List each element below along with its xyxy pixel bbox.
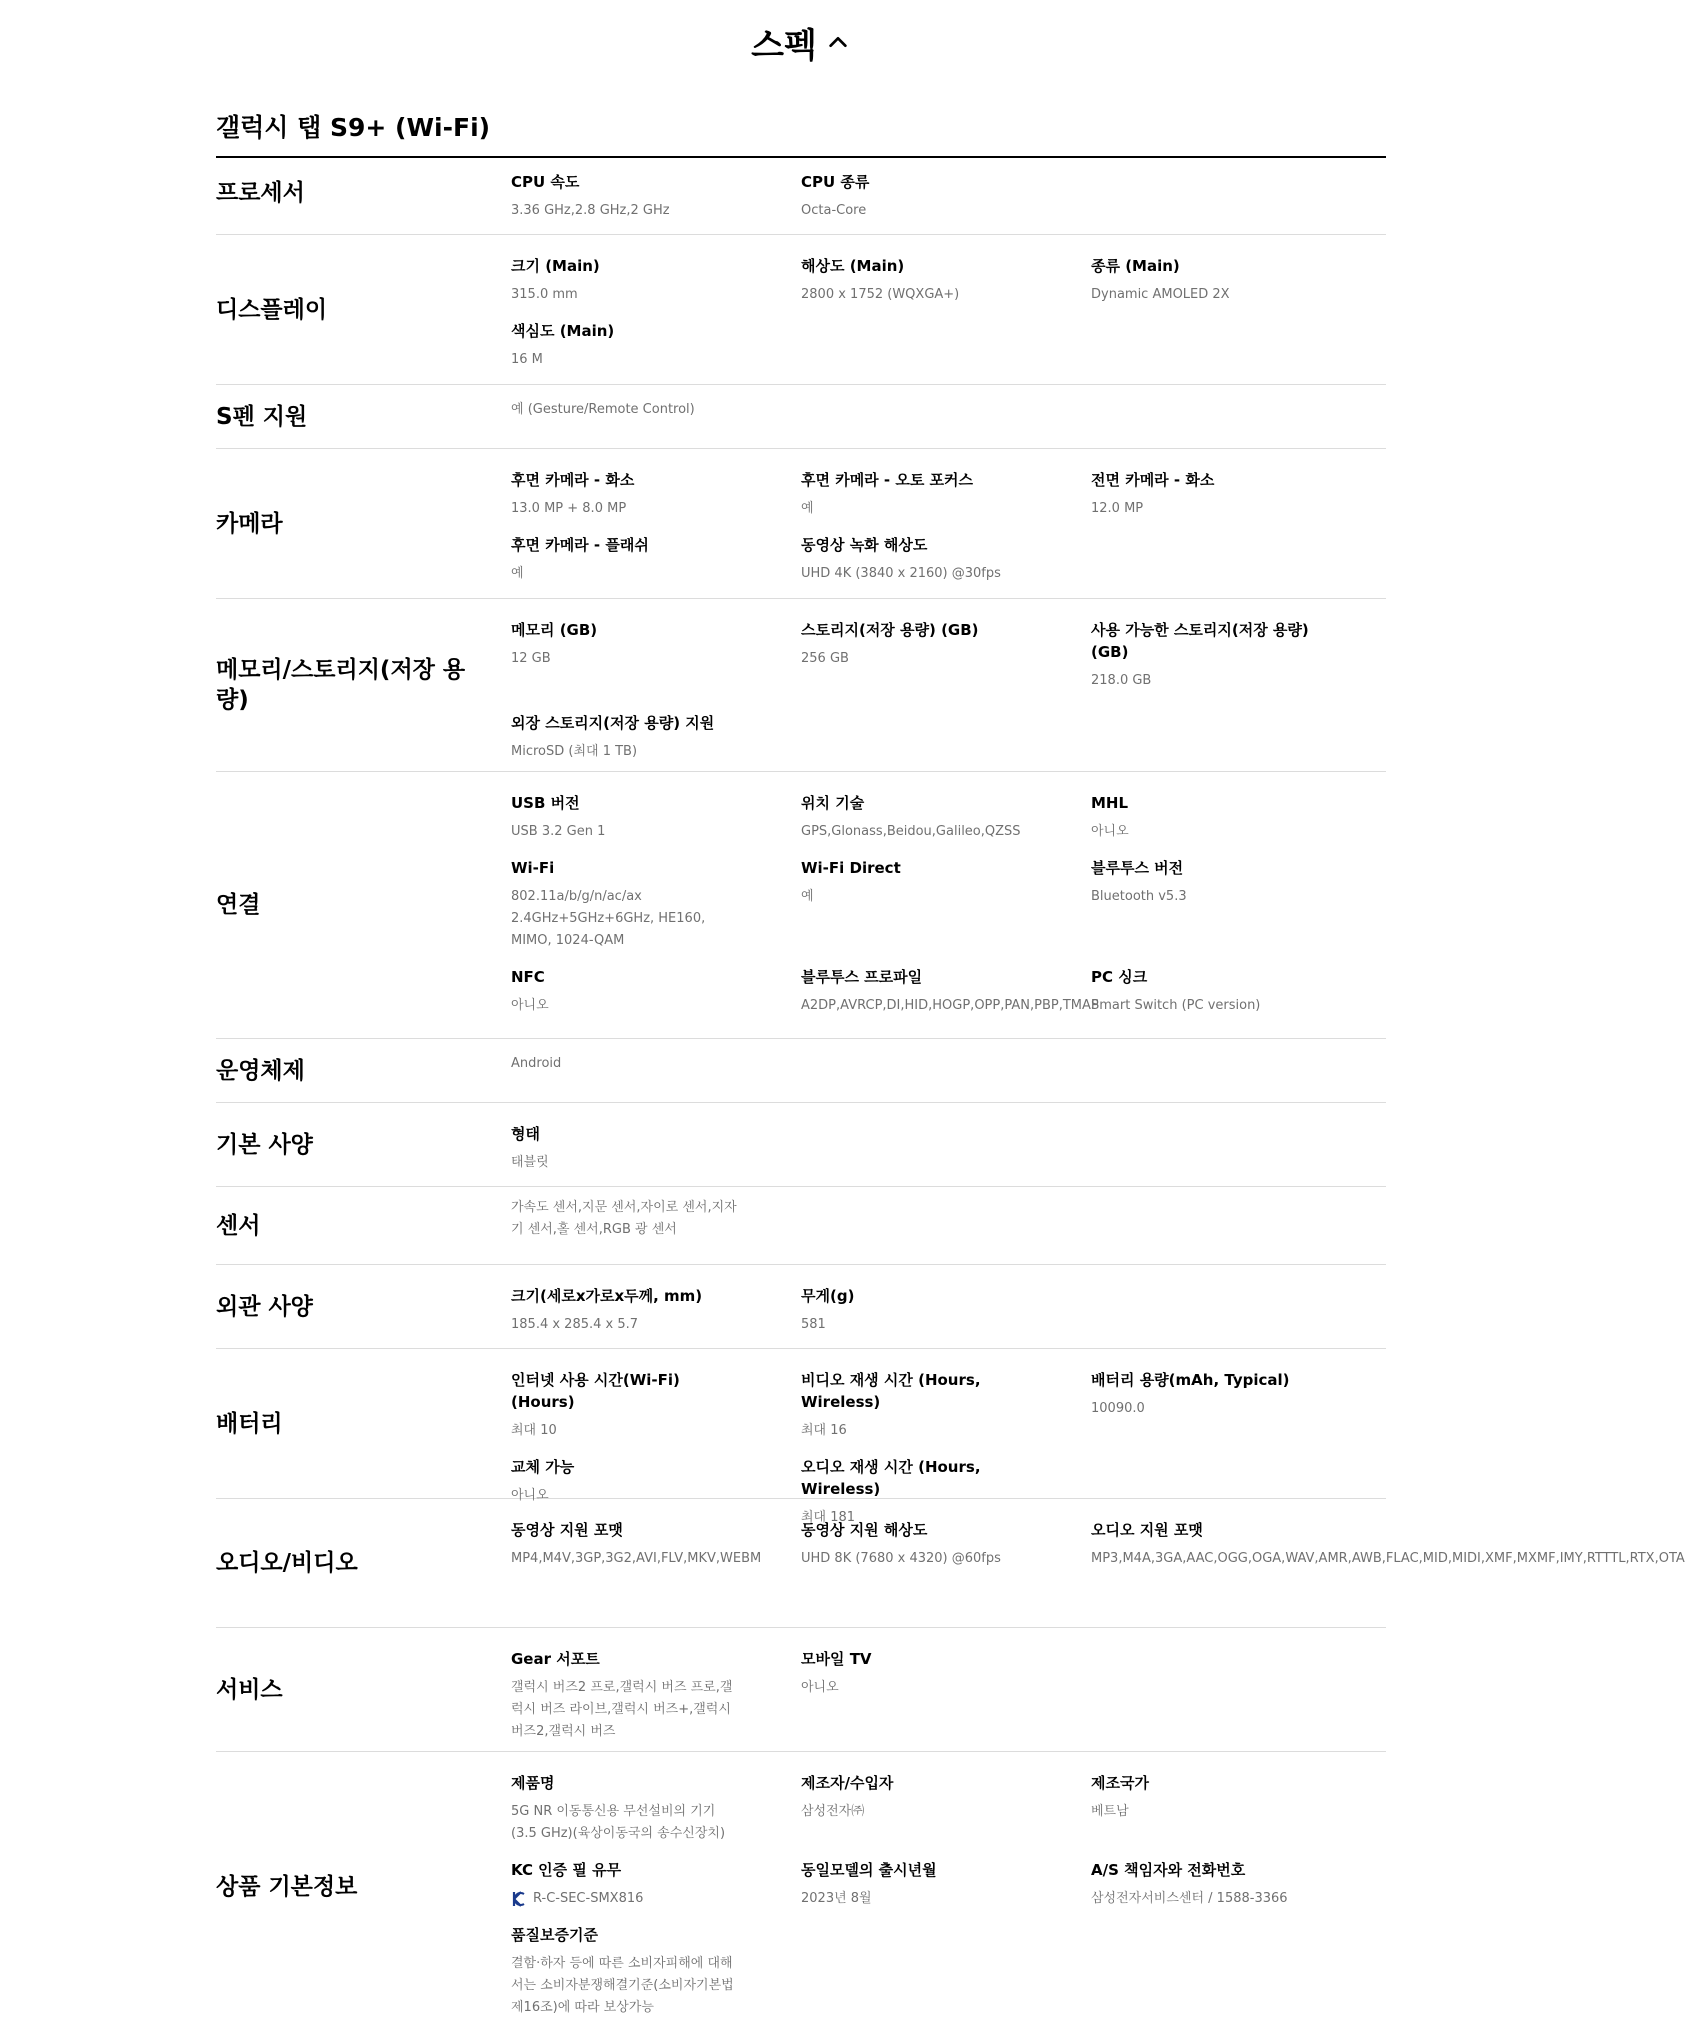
- spec-row: [216, 599, 1386, 772]
- spec-item-label: 동영상 지원 해상도: [801, 1521, 928, 1539]
- spec-item: [511, 1772, 801, 1859]
- spec-category-name: 디스플레이: [216, 296, 328, 323]
- spec-item: [511, 469, 801, 534]
- spec-item-label: 오디오 재생 시간 (Hours, Wireless): [801, 1458, 981, 1498]
- spec-item-label: 메모리 (GB): [511, 621, 598, 639]
- spec-item: [801, 792, 1091, 857]
- spec-item-label: CPU 종류: [801, 173, 870, 191]
- spec-item-label: 동영상 녹화 해상도: [801, 536, 928, 554]
- spec-item-label: 블루투스 버전: [1091, 859, 1184, 877]
- spec-category-name: 배터리: [216, 1410, 283, 1437]
- spec-item-label: 제품명: [511, 1774, 555, 1792]
- spec-item-value: UHD 8K (7680 x 4320) @60fps: [801, 1551, 1001, 1566]
- spec-item-value: 2023년 8월: [801, 1891, 872, 1906]
- spec-row: [216, 385, 1386, 449]
- spec-item-value: Smart Switch (PC version): [1091, 998, 1261, 1013]
- spec-item-label: PC 싱크: [1091, 968, 1148, 986]
- spec-item-value: 12 GB: [511, 651, 551, 666]
- kc-cert-value: [511, 1888, 741, 1910]
- spec-item: [511, 619, 801, 706]
- spec-row: [216, 1349, 1386, 1525]
- spec-item: [801, 1772, 1091, 1859]
- spec-item: [1091, 1369, 1381, 1456]
- spec-item-label: 오디오 지원 포맷: [1091, 1521, 1203, 1539]
- chevron-up-icon: [827, 31, 849, 53]
- spec-item-label: 위치 기술: [801, 794, 865, 812]
- spec-item: [511, 857, 801, 966]
- spec-category-name: 카메라: [216, 510, 283, 537]
- spec-category-name: 메모리/스토리지(저장 용량): [216, 657, 466, 713]
- spec-item: [801, 1648, 1091, 1757]
- spec-toggle-button[interactable]: [751, 18, 849, 67]
- spec-items: [511, 151, 1386, 234]
- spec-item-value: MicroSD (최대 1 TB): [511, 744, 638, 759]
- spec-item: [1091, 792, 1381, 857]
- spec-item-value: 13.0 MP + 8.0 MP: [511, 501, 627, 516]
- spec-category-name: 기본 사양: [216, 1131, 313, 1158]
- spec-category-name: 외관 사양: [216, 1293, 313, 1320]
- spec-item-value: 3.36 GHz,2.8 GHz,2 GHz: [511, 203, 670, 218]
- spec-item-value: 삼성전자서비스센터 / 1588-3366: [1091, 1891, 1288, 1906]
- spec-item-label: 색심도 (Main): [511, 322, 615, 340]
- spec-item-value: 16 M: [511, 352, 543, 367]
- spec-item-label: 품질보증기준: [511, 1926, 598, 1944]
- spec-item-value: 12.0 MP: [1091, 501, 1144, 516]
- spec-item-label: USB 버전: [511, 794, 580, 812]
- spec-item-label: MHL: [1091, 794, 1129, 812]
- spec-item-value: 802.11a/b/g/n/ac/ax 2.4GHz+5GHz+6GHz, HE160, MIMO, 1024-QAM: [511, 889, 706, 948]
- spec-item: [801, 857, 1091, 966]
- kc-mark-icon: [511, 1890, 527, 1908]
- spec-item: [1091, 1772, 1381, 1859]
- spec-item-label: 크기(세로x가로x두께, mm): [511, 1287, 703, 1305]
- spec-item: [1091, 469, 1381, 534]
- spec-item: [511, 966, 801, 1031]
- spec-row: [216, 1187, 1386, 1265]
- spec-item: [511, 1924, 801, 2033]
- spec-item: [511, 534, 801, 599]
- spec-item-label: 해상도 (Main): [801, 257, 905, 275]
- spec-item-label: 사용 가능한 스토리지(저장 용량) (GB): [1091, 621, 1309, 661]
- spec-item-label: 후면 카메라 - 오토 포커스: [801, 471, 974, 489]
- spec-category-name: 상품 기본정보: [216, 1874, 358, 1900]
- spec-item-label: Gear 서포트: [511, 1650, 600, 1668]
- spec-row: [216, 1265, 1386, 1349]
- spec-item-value: Octa-Core: [801, 203, 867, 218]
- spec-item-value: 아니오: [511, 998, 549, 1013]
- spec-item: [511, 1859, 801, 1924]
- spec-item-label: 외장 스토리지(저장 용량) 지원: [511, 714, 715, 732]
- spec-item-value: 10090.0: [1091, 1401, 1145, 1416]
- spec-item-label: 형태: [511, 1125, 540, 1143]
- spec-item: [1091, 1859, 1381, 1924]
- spec-item-value: 예: [511, 566, 524, 581]
- spec-item-label: 비디오 재생 시간 (Hours, Wireless): [801, 1371, 981, 1411]
- spec-item: [511, 1197, 801, 1255]
- spec-item-label: 후면 카메라 - 플래쉬: [511, 536, 649, 554]
- spec-item-label: 블루투스 프로파일: [801, 968, 923, 986]
- spec-item-value: 삼성전자㈜: [801, 1804, 865, 1819]
- spec-item: [801, 1369, 1091, 1456]
- spec-item-value: UHD 4K (3840 x 2160) @30fps: [801, 566, 1001, 581]
- spec-items: [511, 772, 1386, 1038]
- spec-item: [801, 619, 1091, 706]
- spec-item-value: Bluetooth v5.3: [1091, 889, 1187, 904]
- spec-item-value: 예: [801, 889, 814, 904]
- spec-category-name: S펜 지원: [216, 403, 308, 430]
- spec-row: [216, 235, 1386, 385]
- spec-items: [511, 449, 1386, 598]
- spec-item-value: 185.4 x 285.4 x 5.7: [511, 1317, 639, 1332]
- spec-item: [511, 255, 801, 320]
- spec-items: [511, 1752, 1386, 2022]
- spec-table: [216, 151, 1685, 2022]
- spec-items: [511, 1499, 1685, 1627]
- spec-item-label: 스토리지(저장 용량) (GB): [801, 621, 979, 639]
- spec-row: [216, 449, 1386, 599]
- spec-item-value: 256 GB: [801, 651, 849, 666]
- spec-item: [801, 534, 1091, 599]
- spec-item-value: MP3,M4A,3GA,AAC,OGG,OGA,WAV,AMR,AWB,FLAC,MID,MIDI,XMF,MXMF,IMY,RTTTL,RTX,OTA: [1091, 1551, 1685, 1566]
- spec-row: [216, 151, 1386, 235]
- spec-item: [1091, 619, 1381, 706]
- spec-item-label: 무게(g): [801, 1287, 855, 1305]
- spec-item: [801, 171, 1091, 236]
- spec-item: [511, 792, 801, 857]
- spec-item: [511, 1369, 801, 1456]
- spec-item-value: 581: [801, 1317, 826, 1332]
- spec-item: [1091, 255, 1381, 320]
- spec-item-value: 최대 10: [511, 1423, 557, 1438]
- spec-item-value: 결함·하자 등에 따른 소비자피해에 대해서는 소비자분쟁해결기준(소비자기본법 제16조)에 따라 보상가능: [511, 1956, 734, 2015]
- spec-item-value: GPS,Glonass,Beidou,Galileo,QZSS: [801, 824, 1021, 839]
- spec-row: [216, 1752, 1386, 2022]
- spec-section-header: [0, 0, 1600, 84]
- spec-item-value: 가속도 센서,지문 센서,자이로 센서,지자기 센서,홀 센서,RGB 광 센서: [511, 1199, 737, 1237]
- spec-item-label: 제조자/수입자: [801, 1774, 894, 1792]
- spec-item: [511, 1519, 801, 1613]
- spec-item-value: 태블릿: [511, 1155, 549, 1170]
- spec-item-label: 교체 가능: [511, 1458, 575, 1476]
- spec-items: [511, 385, 1386, 448]
- spec-category-name: 운영체제: [216, 1057, 305, 1084]
- spec-item: [511, 171, 801, 236]
- spec-row: [216, 772, 1386, 1039]
- spec-item-value: 갤럭시 버즈2 프로,갤럭시 버즈 프로,갤럭시 버즈 라이브,갤럭시 버즈+,갤럭시 버즈2,갤럭시 버즈: [511, 1680, 733, 1739]
- spec-item: [801, 1519, 1091, 1613]
- spec-item: [511, 1648, 801, 1757]
- spec-item: [511, 712, 801, 777]
- spec-item-label: 인터넷 사용 시간(Wi-Fi) (Hours): [511, 1371, 680, 1411]
- spec-item-value: 최대 16: [801, 1423, 847, 1438]
- spec-item-label: 모바일 TV: [801, 1650, 872, 1668]
- spec-item: [1091, 857, 1381, 966]
- spec-item: [801, 469, 1091, 534]
- spec-item-label: Wi-Fi: [511, 859, 555, 877]
- kc-cert-number: R-C-SEC-SMX816: [533, 1891, 644, 1906]
- spec-item: [511, 1053, 801, 1089]
- product-title: 갤럭시 탭 S9+ (Wi-Fi): [216, 108, 1386, 158]
- spec-items: [511, 1187, 1386, 1264]
- spec-item: [801, 966, 1099, 1031]
- spec-title: 스펙: [751, 25, 817, 66]
- spec-category-name: 서비스: [216, 1676, 283, 1703]
- spec-category-name: 연결: [216, 892, 261, 918]
- spec-item: [511, 399, 801, 435]
- spec-item-value: Android: [511, 1055, 562, 1071]
- spec-item-label: KC 인증 필 유무: [511, 1861, 622, 1879]
- spec-item-value: 5G NR 이동통신용 무선설비의 기기(3.5 GHz)(육상이동국의 송수신장치): [511, 1804, 726, 1841]
- spec-category-name: 오디오/비디오: [216, 1550, 358, 1576]
- spec-item-value: 218.0 GB: [1091, 673, 1152, 688]
- spec-item-value: 베트남: [1091, 1804, 1129, 1819]
- spec-items: [511, 1265, 1386, 1348]
- spec-item-value: 예: [801, 501, 814, 516]
- spec-row: [216, 1039, 1386, 1103]
- spec-item-label: 종류 (Main): [1091, 257, 1180, 275]
- spec-item-label: A/S 책임자와 전화번호: [1091, 1861, 1246, 1879]
- spec-row: [216, 1499, 1685, 1628]
- spec-row: [216, 1103, 1386, 1187]
- spec-item: [801, 1859, 1091, 1924]
- spec-item-value: 2800 x 1752 (WQXGA+): [801, 287, 960, 302]
- spec-item-value: 예 (Gesture/Remote Control): [511, 401, 695, 417]
- spec-items: [511, 1349, 1386, 1525]
- spec-category-name: 센서: [216, 1212, 261, 1239]
- spec-item-value: A2DP,AVRCP,DI,HID,HOGP,OPP,PAN,PBP,TMAP: [801, 998, 1099, 1013]
- spec-item-label: 후면 카메라 - 화소: [511, 471, 635, 489]
- spec-items: [511, 1039, 1386, 1102]
- spec-item-value: Dynamic AMOLED 2X: [1091, 287, 1230, 302]
- spec-item: [801, 1285, 1091, 1350]
- spec-row: [216, 1628, 1386, 1752]
- spec-item: [801, 255, 1091, 320]
- spec-items: [511, 1628, 1386, 1751]
- spec-item-label: CPU 속도: [511, 173, 580, 191]
- spec-item-label: 크기 (Main): [511, 257, 600, 275]
- spec-items: [511, 235, 1386, 384]
- spec-item: [1091, 966, 1381, 1031]
- spec-item-label: Wi-Fi Direct: [801, 859, 901, 877]
- spec-item: [511, 1123, 801, 1188]
- spec-items: [511, 599, 1386, 771]
- spec-category-name: 프로세서: [216, 179, 305, 206]
- spec-item-value: USB 3.2 Gen 1: [511, 824, 606, 839]
- spec-item-value: 최대 181: [801, 1510, 856, 1525]
- spec-item: [511, 1285, 801, 1350]
- spec-item-label: 제조국가: [1091, 1774, 1149, 1792]
- spec-item-value: 아니오: [1091, 824, 1129, 839]
- spec-item-label: NFC: [511, 968, 545, 986]
- spec-item-label: 전면 카메라 - 화소: [1091, 471, 1215, 489]
- spec-item-value: 아니오: [801, 1680, 839, 1695]
- spec-items: [511, 1103, 1386, 1186]
- spec-item: [1091, 1519, 1685, 1613]
- spec-item-label: 동일모델의 출시년월: [801, 1861, 937, 1879]
- spec-item-value: MP4,M4V,3GP,3G2,AVI,FLV,MKV,WEBM: [511, 1551, 762, 1566]
- spec-item-value: 315.0 mm: [511, 287, 578, 302]
- spec-item-value: 아니오: [511, 1488, 549, 1503]
- spec-item-label: 동영상 지원 포맷: [511, 1521, 623, 1539]
- spec-item-label: 배터리 용량(mAh, Typical): [1091, 1371, 1290, 1389]
- spec-item: [511, 320, 801, 385]
